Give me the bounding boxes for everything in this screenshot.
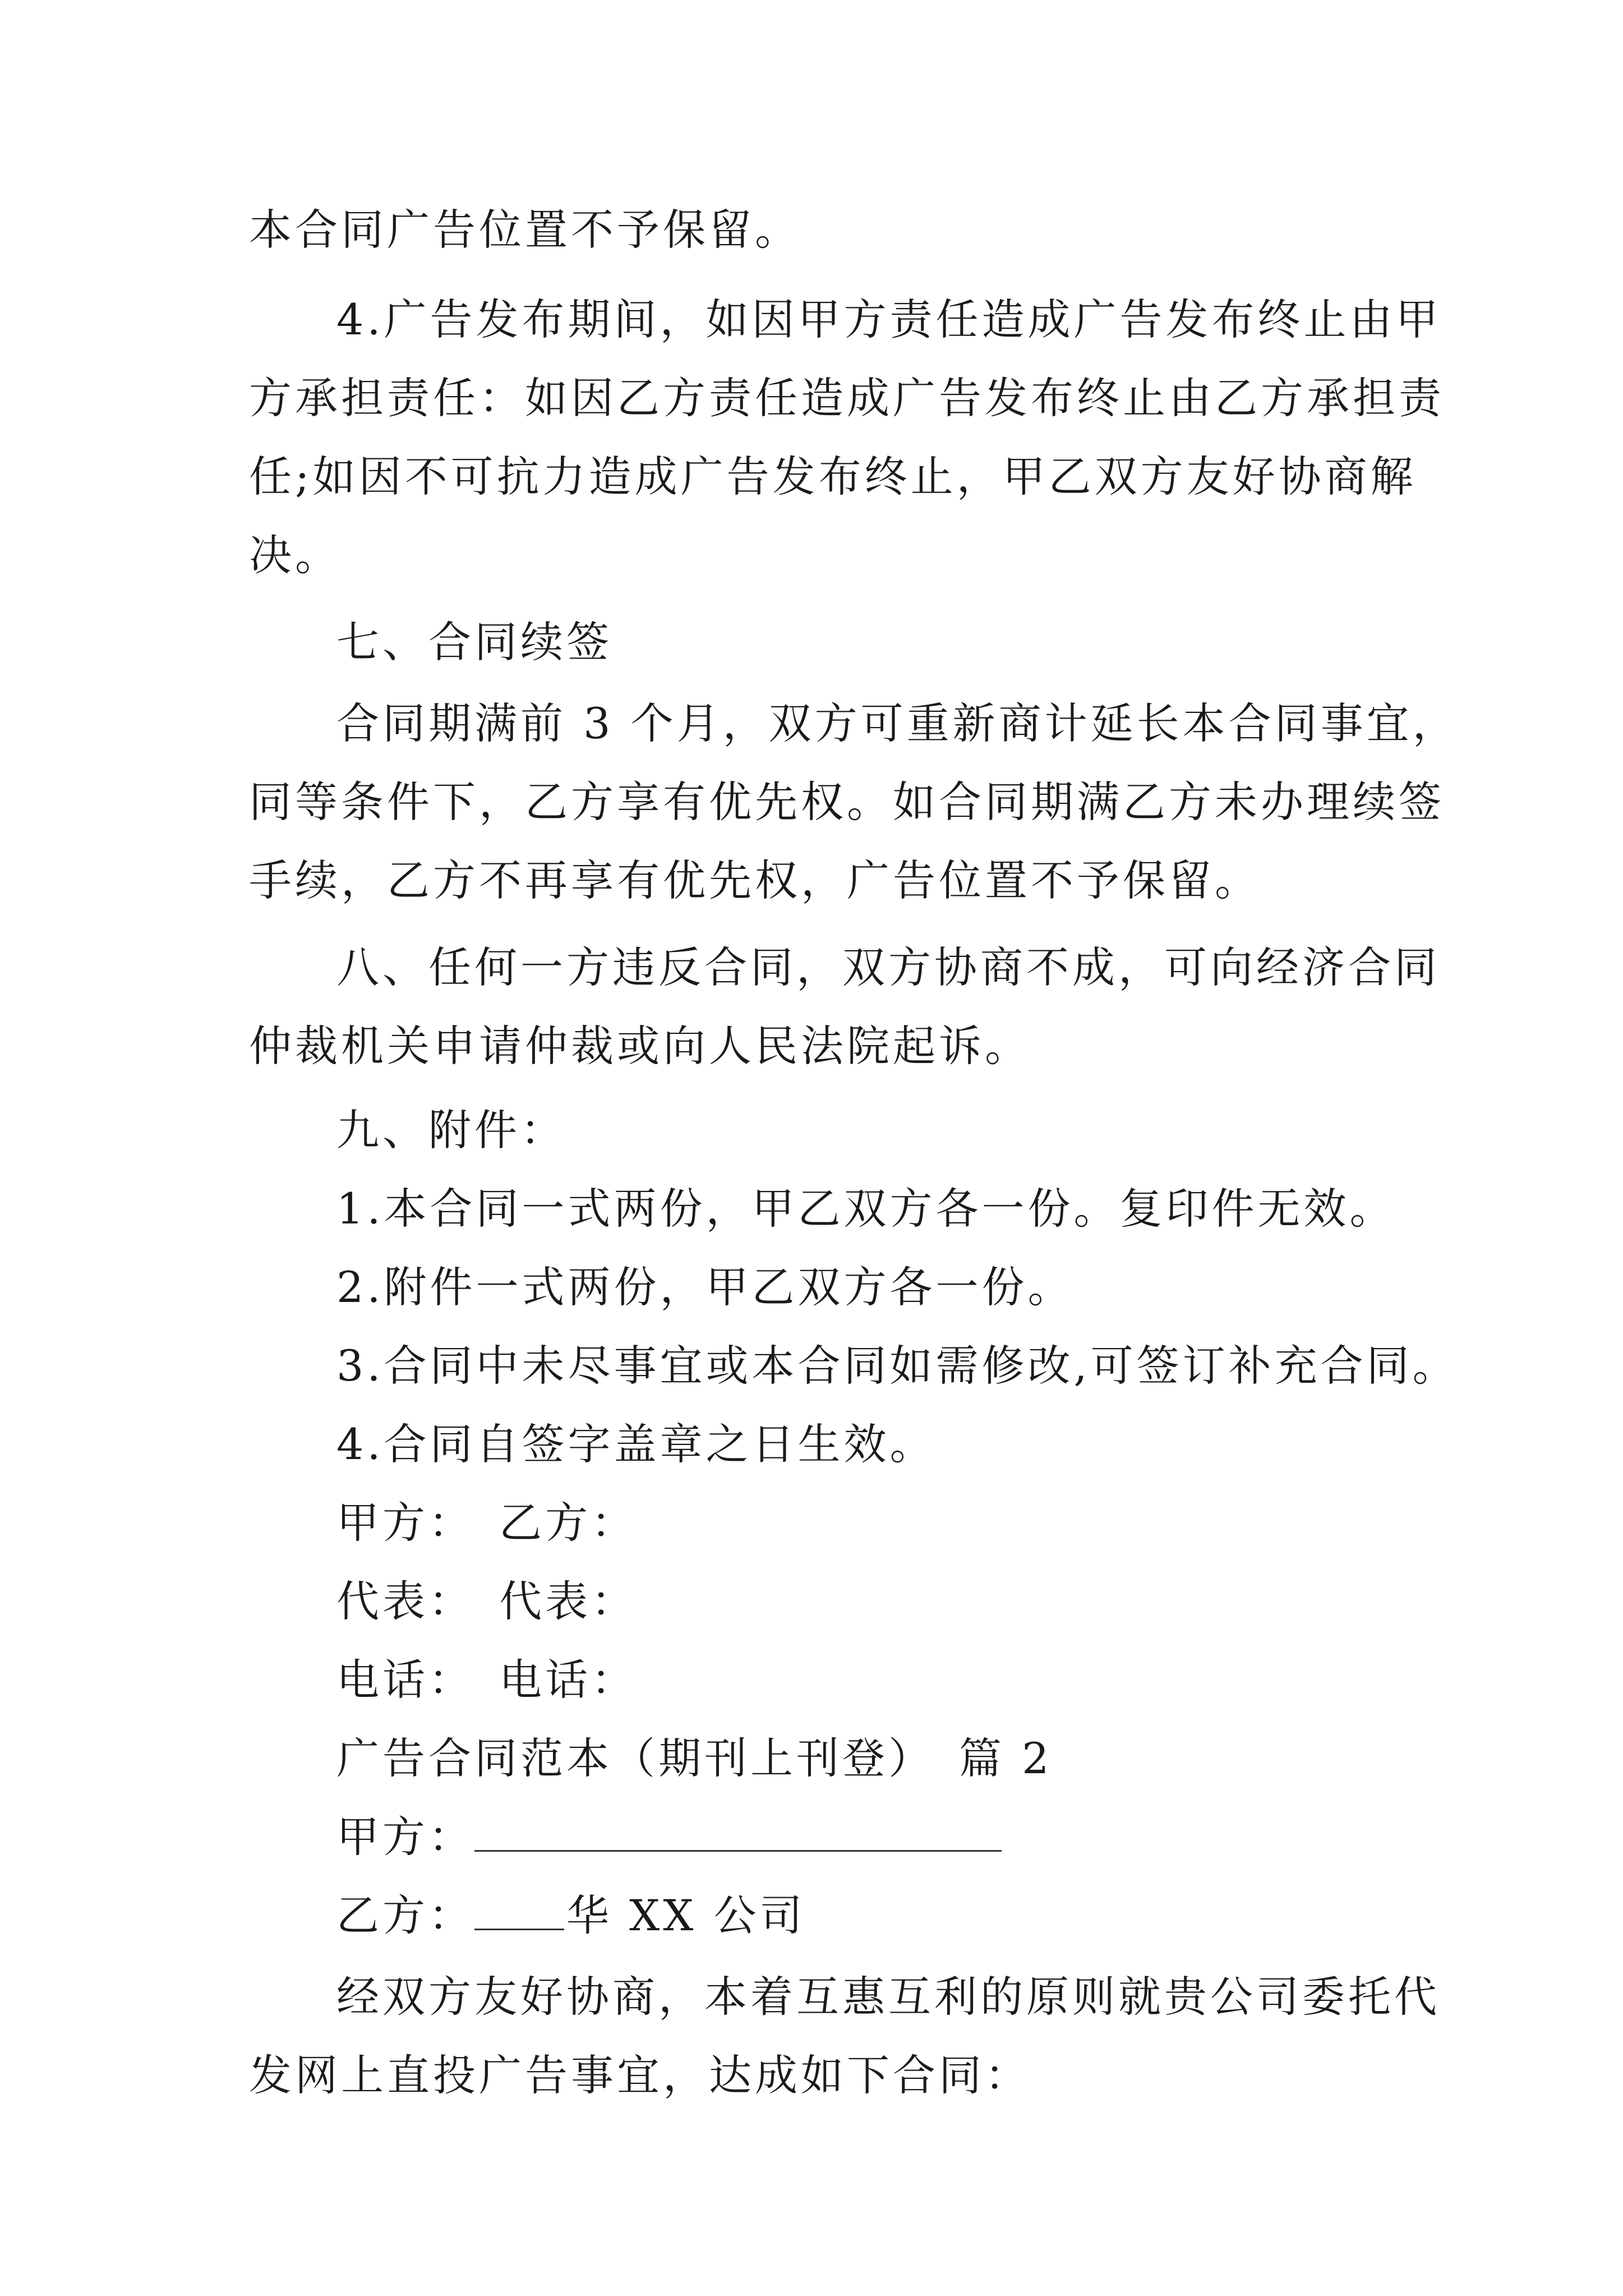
text-line: 本合同广告位置不予保留。 bbox=[249, 205, 801, 255]
list-item: 3.合同中未尽事宜或本合同如需修改,可签订补充合同。 bbox=[336, 1341, 1459, 1391]
list-item: 4.合同自签字盖章之日生效。 bbox=[336, 1419, 936, 1469]
signature-phone-line: 电话： 电话： bbox=[336, 1655, 637, 1705]
text-line: 仲裁机关申请仲裁或向人民法院起诉。 bbox=[249, 1021, 1031, 1071]
signature-party-line: 甲方： 乙方： bbox=[336, 1498, 637, 1548]
text-line: 决。 bbox=[249, 530, 341, 580]
text-line: 发网上直投广告事宜，达成如下合同： bbox=[249, 2050, 1031, 2100]
text-line: 手续，乙方不再享有优先权，广告位置不予保留。 bbox=[249, 855, 1261, 905]
text-line: 经双方友好协商，本着互惠互利的原则就贵公司委托代 bbox=[336, 1972, 1440, 2022]
text-line: 同等条件下，乙方享有优先权。如合同期满乙方未办理续签 bbox=[249, 777, 1445, 827]
section-heading: 七、合同续签 bbox=[336, 617, 612, 667]
signature-representative-line: 代表： 代表： bbox=[336, 1576, 637, 1626]
party-a-label: 甲方： bbox=[336, 1812, 474, 1862]
list-item: 1.本合同一式两份，甲乙双方各一份。复印件无效。 bbox=[336, 1184, 1396, 1234]
list-item: 2.附件一式两份，甲乙双方各一份。 bbox=[336, 1262, 1074, 1312]
party-a-blank bbox=[474, 1849, 1002, 1852]
text-line: 八、任何一方违反合同，双方协商不成，可向经济合同 bbox=[336, 942, 1440, 992]
party-a-line bbox=[336, 1798, 1382, 1876]
text-line: 4.广告发布期间，如因甲方责任造成广告发布终止由甲 bbox=[336, 295, 1442, 344]
text-line: 合同期满前 3 个月，双方可重新商计延长本合同事宜， bbox=[336, 698, 1459, 748]
party-b-label: 乙方： bbox=[336, 1890, 474, 1940]
text-line: 方承担责任：如因乙方责任造成广告发布终止由乙方承担责 bbox=[249, 373, 1445, 423]
text-line: 任;如因不可抗力造成广告发布终止，甲乙双方友好协商解 bbox=[249, 452, 1417, 501]
party-b-line bbox=[336, 1876, 1382, 1955]
party-b-blank bbox=[474, 1928, 564, 1930]
section-heading: 九、附件： bbox=[336, 1105, 566, 1155]
party-b-value: 华 XX 公司 bbox=[566, 1890, 806, 1940]
section-title: 广告合同范本（期刊上刊登） 篇 2 bbox=[336, 1733, 1053, 1783]
